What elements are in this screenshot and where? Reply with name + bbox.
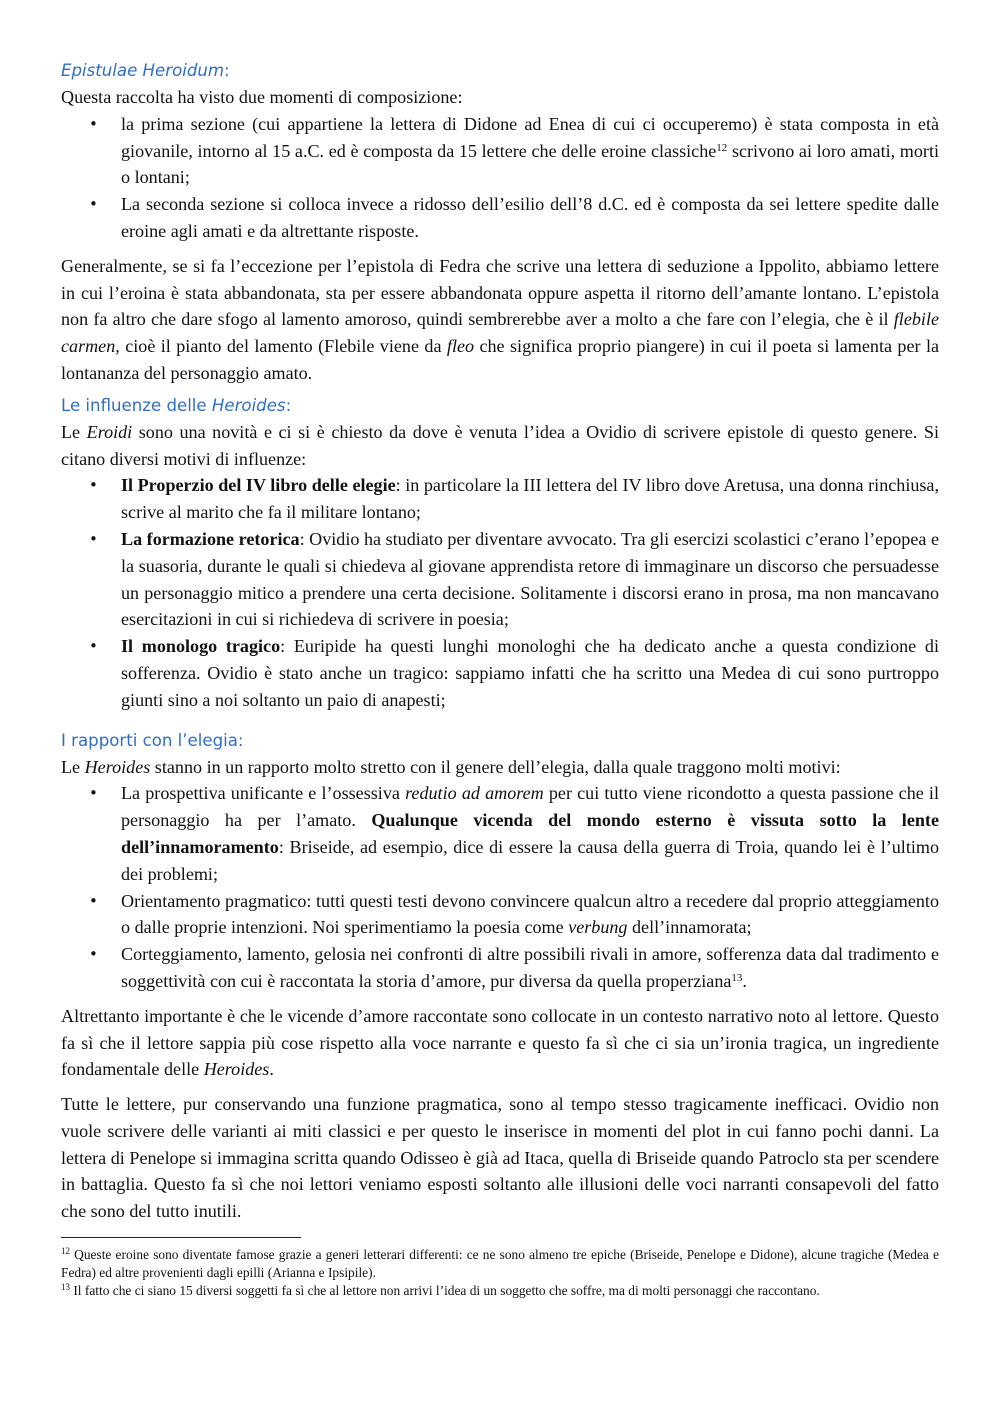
paragraph-generalmente — [61, 253, 939, 387]
text: scrivono ai loro amati, morti o lontani; — [121, 140, 940, 188]
bullet-list-rapporti — [61, 780, 939, 994]
text: Orientamento pragmatico: tutti questi testi devono convincere qualcun altro a recedere dal proprio atteggiamento o dalle proprie intenzioni. Noi sperimentiamo la poesia come — [121, 890, 939, 938]
heading-italic: Heroides — [211, 395, 286, 415]
list-item — [61, 780, 939, 887]
text: . — [742, 970, 747, 991]
text: per cui tutto viene ricondotto a questa passione che il personaggio ha per l’amato. — [121, 783, 939, 831]
list-item — [61, 526, 939, 633]
footnote-separator — [61, 1237, 301, 1238]
italic-term: Heroides — [84, 756, 151, 777]
text: dell’innamorata; — [627, 917, 752, 938]
heading-influenze — [61, 393, 939, 419]
footnote-text: Il fatto che ci siano 15 diversi soggetti fa sì che al lettore non arrivi l’idea di un soggetto che soffre, ma di molti personaggi che raccontano. — [70, 1283, 820, 1299]
footnote-number: 13 — [61, 1282, 70, 1293]
text: stanno in un rapporto molto stretto con il genere dell’elegia, dalla quale traggono molti motivi: — [150, 756, 841, 777]
text: : Euripide ha questi lunghi monologhi che ha dedicato anche a questa condizione di sofferenza. Ovidio è stato anche un tragico: sappiamo infatti che ha scritto una Medea di cui sono purtroppo giunti sino a noi soltanto un paio di anapesti; — [121, 636, 939, 710]
text: La seconda sezione si colloca invece a ridosso dell’esilio dell’8 d.C. ed è composta da sei lettere spedite dalle eroine agli amati e da altrettante risposte. — [121, 194, 939, 241]
text: . — [269, 1059, 274, 1080]
text: sono una novità e ci si è chiesto da dove è venuta l’idea a Ovidio di scrivere epistole di questo genere. Si citano diversi motivi di influenze: — [61, 421, 939, 469]
heading-title: Epistulae Heroidum — [61, 61, 225, 80]
list-item — [61, 633, 939, 713]
italic-term: Eroidi — [86, 421, 133, 442]
text: la prima sezione (cui appartiene la lettera di Didone ad Enea di cui ci occuperemo) è stata composta in età giovanile, intorno al 15 a.C. ed è composta da 15 lettere che delle eroine classiche — [121, 113, 939, 161]
footnote-text: Queste eroine sono diventate famose grazie a generi letterari differenti: ce ne sono almeno tre epiche (Briseide, Penelope e Didone), alcune tragiche (Medea e Fedra) ed altre provenienti dagli epilli (Arianna e Ipsipile). — [61, 1247, 939, 1281]
paragraph-intro: Questa raccolta ha visto due momenti di composizione: — [61, 87, 463, 107]
heading-colon: : — [285, 395, 292, 415]
heading-rapporti: I rapporti con l’elegia: — [61, 730, 244, 750]
paragraph-tutte-le-lettere: Tutte le lettere, pur conservando una funzione pragmatica, sono al tempo stesso tragicamente inefficaci. Ovidio non vuole scrivere delle varianti ai miti classici e per questo le inserisce in momenti del plot in cui fanno pochi danni. La lettera di Penelope si immagina scritta quando Odisseo è già ad Itaca, quella di Briseide quando Patroclo sta per scendere in battaglia. Questo fa sì che noi lettori veniamo esposti soltanto alle illusioni delle voci narranti consapevoli del fatto che sono del tutto inutili. — [61, 1094, 939, 1222]
italic-term: Heroides — [203, 1059, 270, 1080]
italic-term: verbung — [568, 917, 628, 938]
italic-term: flebile carmen — [61, 309, 939, 357]
footnotes — [61, 1246, 939, 1301]
text: Corteggiamento, lamento, gelosia nei confronti di altre possibili rivali in amore, sofferenza data dal tradimento e soggettività con cui è raccontata la storia d’amore, pur diversa da quella properziana — [121, 944, 939, 991]
footnote-13 — [61, 1282, 939, 1300]
heading-text: Le influenze delle — [61, 395, 212, 415]
footnote-ref-12[interactable]: 12 — [716, 141, 728, 154]
paragraph-eroidi — [61, 419, 939, 473]
footnote-ref-13[interactable]: 13 — [731, 971, 743, 984]
text: , cioè il pianto del lamento (Flebile viene da — [115, 336, 447, 357]
bullet-list-influenze — [61, 472, 939, 713]
bold-term: Il Properzio del IV libro delle elegie — [121, 475, 396, 496]
text: Le — [61, 756, 85, 777]
text: : Ovidio ha studiato per diventare avvocato. Tra gli esercizi scolastici c’erano l’epopea e la suasoria, durante le quali si chiedeva al giovane apprendista retore di immaginare un discorso che persuadesse un personaggio mitico a prendere una certa decisione. Solitamente i discorsi erano in prosa, ma non mancavano esercitazioni in cui si richiedeva di scrivere in poesia; — [121, 528, 939, 630]
footnote-12 — [61, 1246, 939, 1282]
text: Altrettanto importante è che le vicende d’amore raccontate sono collocate in un contesto narrativo noto al lettore. Questo fa sì che il lettore sappia più cose rispetto alla voce narrante e questo fa sì che ci sia un’ironia tragica, un ingrediente fondamentale delle — [61, 1005, 939, 1080]
paragraph-heroides — [61, 754, 939, 781]
list-item — [61, 472, 939, 526]
document-page — [61, 58, 939, 1301]
list-item — [61, 111, 939, 191]
text: che significa proprio piangere) in cui il poeta si lamenta per la lontananza del personaggio amato. — [61, 336, 940, 383]
bullet-list-sections — [61, 111, 939, 245]
italic-term: fleo — [446, 336, 475, 357]
heading-epistulae-heroidum: Epistulae Heroidum: — [61, 61, 230, 80]
bold-term: La formazione retorica — [121, 528, 300, 549]
text: : in particolare la III lettera del IV libro dove Aretusa, una donna rinchiusa, scrive al marito che fa il militare lontano; — [121, 475, 939, 523]
text: Le — [61, 421, 87, 442]
footnote-number: 12 — [61, 1246, 70, 1257]
bold-term: Qualunque vicenda del mondo esterno è vissuta sotto la lente dell’innamoramento — [121, 810, 939, 857]
bold-term: Il monologo tragico — [121, 636, 281, 657]
list-item — [61, 941, 939, 995]
italic-term: redutio ad amorem — [405, 783, 544, 804]
list-item — [61, 191, 939, 245]
text: La prospettiva unificante e l’ossessiva — [121, 783, 406, 804]
list-item — [61, 888, 939, 942]
text: : Briseide, ad esempio, dice di essere la causa della guerra di Troia, quando lei è l’ultimo dei problemi; — [121, 836, 939, 884]
text: Generalmente, se si fa l’eccezione per l’epistola di Fedra che scrive una lettera di seduzione a Ippolito, abbiamo lettere in cui l’eroina è stata abbandonata, sta per essere abbandonata oppure aspetta il ritorno dell’amante lontano. L’epistola non fa altro che dare sfogo al lamento amoroso, quindi sembrerebbe aver a molto a che fare con l’elegia, che è il — [61, 255, 939, 330]
paragraph-altrettanto — [61, 1003, 939, 1083]
